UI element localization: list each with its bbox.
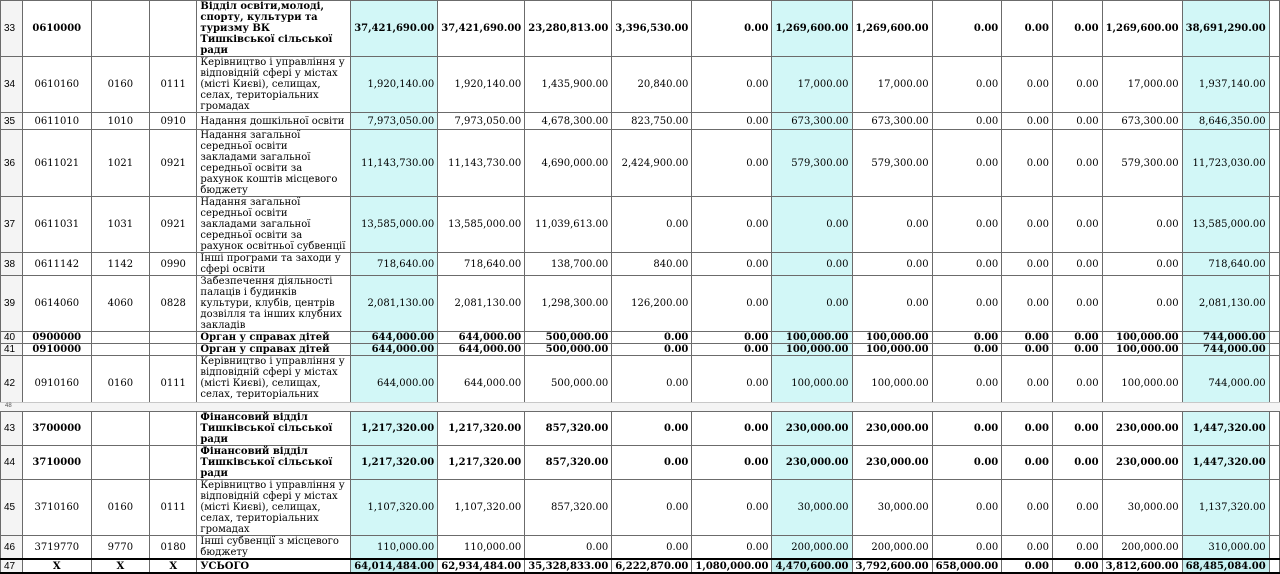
kpk-code-cell[interactable]: 0160 xyxy=(91,57,149,113)
amount-cell[interactable]: 110,000.00 xyxy=(351,536,438,560)
amount-cell[interactable]: 0.00 xyxy=(1002,197,1053,253)
trailing-cell[interactable] xyxy=(1269,253,1279,276)
kfk-code-cell[interactable]: 0828 xyxy=(150,276,197,332)
amount-cell[interactable]: 0.00 xyxy=(932,480,1002,536)
amount-cell[interactable]: 1,137,320.00 xyxy=(1182,480,1269,536)
amount-cell[interactable]: 840.00 xyxy=(612,253,692,276)
table-row xyxy=(1,197,1280,253)
amount-cell[interactable]: 0.00 xyxy=(1052,559,1102,573)
program-name-cell[interactable]: Орган у справах дітей xyxy=(197,344,351,356)
kpk-code-cell[interactable] xyxy=(91,1,149,57)
amount-cell[interactable]: 0.00 xyxy=(1052,412,1102,446)
kfk-code-cell[interactable]: 0180 xyxy=(150,536,197,560)
amount-cell[interactable]: 0.00 xyxy=(1002,559,1053,573)
amount-cell[interactable]: 658,000.00 xyxy=(932,559,1002,573)
amount-cell[interactable]: 100,000.00 xyxy=(852,344,932,356)
row-number[interactable]: 39 xyxy=(1,276,23,332)
amount-cell[interactable]: 1,217,320.00 xyxy=(351,446,438,480)
program-name-cell[interactable]: Фінансовий відділ Тишківської сільської ради xyxy=(197,412,351,446)
amount-cell[interactable]: 11,723,030.00 xyxy=(1182,130,1269,197)
amount-cell[interactable]: 0.00 xyxy=(692,344,772,356)
amount-cell[interactable]: 644,000.00 xyxy=(438,356,525,412)
trailing-cell[interactable] xyxy=(1269,197,1279,253)
kpk-code-cell[interactable] xyxy=(91,446,149,480)
kfk-code-cell[interactable]: 0111 xyxy=(150,480,197,536)
row-number[interactable]: 36 xyxy=(1,130,23,197)
program-name-cell[interactable]: Керівництво і управління у відповідній сфері у містах (місті Києві), селищах, селах, територіальних громадах xyxy=(197,57,351,113)
amount-cell[interactable]: 1,447,320.00 xyxy=(1182,412,1269,446)
program-name-cell[interactable]: Орган у справах дітей xyxy=(197,332,351,344)
amount-cell[interactable]: 0.00 xyxy=(1002,412,1053,446)
amount-cell[interactable]: 7,973,050.00 xyxy=(351,113,438,130)
kfk-code-cell[interactable] xyxy=(150,344,197,356)
program-code-cell[interactable]: 0610160 xyxy=(22,57,91,113)
amount-cell[interactable]: 744,000.00 xyxy=(1182,356,1269,412)
amount-cell[interactable]: 1,217,320.00 xyxy=(438,412,525,446)
kpk-code-cell[interactable]: 1021 xyxy=(91,130,149,197)
kpk-code-cell[interactable]: 1010 xyxy=(91,113,149,130)
program-code-cell[interactable]: 3700000 xyxy=(22,412,91,446)
amount-cell[interactable]: 0.00 xyxy=(1102,253,1182,276)
amount-cell[interactable]: 0.00 xyxy=(932,253,1002,276)
amount-cell[interactable]: 857,320.00 xyxy=(525,412,612,446)
amount-cell[interactable]: 0.00 xyxy=(692,356,772,412)
trailing-cell[interactable] xyxy=(1269,344,1279,356)
amount-cell[interactable]: 0.00 xyxy=(1102,276,1182,332)
amount-cell[interactable]: 13,585,000.00 xyxy=(351,197,438,253)
amount-cell[interactable]: 100,000.00 xyxy=(852,356,932,412)
program-code-cell[interactable]: 0910160 xyxy=(22,356,91,412)
kpk-code-cell[interactable]: X xyxy=(91,559,149,573)
program-name-cell[interactable]: Фінансовий відділ Тишківської сільської ради xyxy=(197,446,351,480)
amount-cell[interactable]: 200,000.00 xyxy=(852,536,932,560)
row-number-next: 48 xyxy=(5,403,12,409)
amount-cell[interactable]: 1,920,140.00 xyxy=(351,57,438,113)
amount-cell[interactable]: 644,000.00 xyxy=(351,344,438,356)
amount-cell[interactable]: 100,000.00 xyxy=(1102,332,1182,344)
trailing-cell[interactable] xyxy=(1269,412,1279,446)
amount-cell[interactable]: 0.00 xyxy=(1102,197,1182,253)
amount-cell[interactable]: 0.00 xyxy=(692,480,772,536)
row-number[interactable]: 35 xyxy=(1,113,23,130)
amount-cell[interactable]: 0.00 xyxy=(932,332,1002,344)
amount-cell[interactable]: 17,000.00 xyxy=(1102,57,1182,113)
kpk-code-cell[interactable]: 9770 xyxy=(91,536,149,560)
amount-cell[interactable]: 0.00 xyxy=(932,536,1002,560)
amount-cell[interactable]: 0.00 xyxy=(1052,197,1102,253)
program-name-cell[interactable]: Надання загальної середньої освіти закладами загальної середньої освіти за рахунок коштів місцевого бюджету xyxy=(197,130,351,197)
row-number[interactable]: 44 xyxy=(1,446,23,480)
amount-cell[interactable]: 4,678,300.00 xyxy=(525,113,612,130)
amount-cell[interactable]: 1,080,000.00 xyxy=(692,559,772,573)
trailing-cell[interactable] xyxy=(1269,57,1279,113)
program-code-cell[interactable]: 3710000 xyxy=(22,446,91,480)
trailing-cell[interactable] xyxy=(1269,536,1279,560)
kfk-code-cell[interactable]: 0111 xyxy=(150,57,197,113)
amount-cell[interactable]: 0.00 xyxy=(932,130,1002,197)
program-code-cell[interactable]: X xyxy=(22,559,91,573)
kfk-code-cell[interactable]: 0910 xyxy=(150,113,197,130)
amount-cell[interactable]: 1,298,300.00 xyxy=(525,276,612,332)
amount-cell[interactable]: 37,421,690.00 xyxy=(438,1,525,57)
table-row xyxy=(1,559,1280,573)
kfk-code-cell[interactable]: X xyxy=(150,559,197,573)
amount-cell[interactable]: 230,000.00 xyxy=(852,412,932,446)
amount-cell[interactable]: 500,000.00 xyxy=(525,356,612,412)
amount-cell[interactable]: 2,081,130.00 xyxy=(438,276,525,332)
amount-cell[interactable]: 3,792,600.00 xyxy=(852,559,932,573)
trailing-cell[interactable] xyxy=(1269,113,1279,130)
amount-cell[interactable]: 17,000.00 xyxy=(852,57,932,113)
amount-cell[interactable]: 1,269,600.00 xyxy=(772,1,852,57)
amount-cell[interactable]: 0.00 xyxy=(932,446,1002,480)
kpk-code-cell[interactable]: 0160 xyxy=(91,480,149,536)
amount-cell[interactable]: 718,640.00 xyxy=(1182,253,1269,276)
amount-cell[interactable]: 0.00 xyxy=(1052,113,1102,130)
program-code-cell[interactable]: 0611021 xyxy=(22,130,91,197)
trailing-cell[interactable] xyxy=(1269,276,1279,332)
kfk-code-cell[interactable] xyxy=(150,332,197,344)
amount-cell[interactable]: 100,000.00 xyxy=(1102,356,1182,412)
amount-cell[interactable]: 13,585,000.00 xyxy=(1182,197,1269,253)
amount-cell[interactable]: 823,750.00 xyxy=(612,113,692,130)
program-code-cell[interactable]: 0611142 xyxy=(22,253,91,276)
amount-cell[interactable]: 0.00 xyxy=(692,446,772,480)
amount-cell[interactable]: 1,269,600.00 xyxy=(852,1,932,57)
amount-cell[interactable]: 0.00 xyxy=(852,253,932,276)
amount-cell[interactable]: 579,300.00 xyxy=(1102,130,1182,197)
amount-cell[interactable]: 0.00 xyxy=(932,412,1002,446)
amount-cell[interactable]: 0.00 xyxy=(1002,253,1053,276)
amount-cell[interactable]: 138,700.00 xyxy=(525,253,612,276)
amount-cell[interactable]: 0.00 xyxy=(1052,332,1102,344)
amount-cell[interactable]: 0.00 xyxy=(1002,130,1053,197)
amount-cell[interactable]: 1,107,320.00 xyxy=(351,480,438,536)
amount-cell[interactable]: 0.00 xyxy=(692,57,772,113)
amount-cell[interactable]: 126,200.00 xyxy=(612,276,692,332)
amount-cell[interactable]: 62,934,484.00 xyxy=(438,559,525,573)
amount-cell[interactable]: 100,000.00 xyxy=(772,332,852,344)
amount-cell[interactable]: 230,000.00 xyxy=(772,446,852,480)
amount-cell[interactable]: 8,646,350.00 xyxy=(1182,113,1269,130)
amount-cell[interactable]: 11,143,730.00 xyxy=(351,130,438,197)
amount-cell[interactable]: 0.00 xyxy=(852,276,932,332)
amount-cell[interactable]: 857,320.00 xyxy=(525,480,612,536)
amount-cell[interactable]: 579,300.00 xyxy=(852,130,932,197)
program-name-cell[interactable]: Керівництво і управління у відповідній сфері у містах (місті Києві), селищах, селах, територіальних xyxy=(197,356,351,412)
row-number[interactable]: 33 xyxy=(1,1,23,57)
amount-cell[interactable]: 644,000.00 xyxy=(438,344,525,356)
amount-cell[interactable]: 0.00 xyxy=(1002,276,1053,332)
amount-cell[interactable]: 0.00 xyxy=(1002,1,1053,57)
amount-cell[interactable]: 0.00 xyxy=(772,253,852,276)
amount-cell[interactable]: 0.00 xyxy=(1052,253,1102,276)
table-row xyxy=(1,130,1280,197)
table-row xyxy=(1,446,1280,480)
kfk-code-cell[interactable]: 0921 xyxy=(150,130,197,197)
amount-cell[interactable]: 200,000.00 xyxy=(772,536,852,560)
amount-cell[interactable]: 744,000.00 xyxy=(1182,332,1269,344)
table-row xyxy=(1,480,1280,536)
program-code-cell[interactable]: 0614060 xyxy=(22,276,91,332)
amount-cell[interactable]: 11,039,613.00 xyxy=(525,197,612,253)
row-number[interactable]: 37 xyxy=(1,197,23,253)
amount-cell[interactable]: 11,143,730.00 xyxy=(438,130,525,197)
program-code-cell[interactable]: 3719770 xyxy=(22,536,91,560)
amount-cell[interactable]: 0.00 xyxy=(612,536,692,560)
amount-cell[interactable]: 4,690,000.00 xyxy=(525,130,612,197)
amount-cell[interactable]: 0.00 xyxy=(692,130,772,197)
kfk-code-cell[interactable] xyxy=(150,412,197,446)
kpk-code-cell[interactable]: 0160 xyxy=(91,356,149,412)
amount-cell[interactable]: 35,328,833.00 xyxy=(525,559,612,573)
amount-cell[interactable]: 0.00 xyxy=(1002,480,1053,536)
amount-cell[interactable]: 1,217,320.00 xyxy=(351,412,438,446)
program-code-cell[interactable]: 0611031 xyxy=(22,197,91,253)
amount-cell[interactable]: 68,485,084.00 xyxy=(1182,559,1269,573)
amount-cell[interactable]: 0.00 xyxy=(932,113,1002,130)
amount-cell[interactable]: 0.00 xyxy=(525,536,612,560)
amount-cell[interactable]: 500,000.00 xyxy=(525,332,612,344)
amount-cell[interactable]: 0.00 xyxy=(612,446,692,480)
amount-cell[interactable]: 0.00 xyxy=(772,197,852,253)
amount-cell[interactable]: 0.00 xyxy=(612,356,692,412)
amount-cell[interactable]: 4,470,600.00 xyxy=(772,559,852,573)
amount-cell[interactable]: 6,222,870.00 xyxy=(612,559,692,573)
amount-cell[interactable]: 2,081,130.00 xyxy=(351,276,438,332)
row-number[interactable]: 46 xyxy=(1,536,23,560)
row-number[interactable]: 42 xyxy=(1,356,23,412)
row-number[interactable]: 41 xyxy=(1,344,23,356)
next-row-header xyxy=(0,402,1280,411)
amount-cell[interactable]: 673,300.00 xyxy=(852,113,932,130)
row-number[interactable]: 34 xyxy=(1,57,23,113)
amount-cell[interactable]: 0.00 xyxy=(1052,1,1102,57)
amount-cell[interactable]: 0.00 xyxy=(932,356,1002,412)
amount-cell[interactable]: 230,000.00 xyxy=(1102,446,1182,480)
amount-cell[interactable]: 0.00 xyxy=(612,480,692,536)
amount-cell[interactable]: 644,000.00 xyxy=(351,356,438,412)
amount-cell[interactable]: 0.00 xyxy=(1052,356,1102,412)
trailing-cell[interactable] xyxy=(1269,332,1279,344)
program-code-cell[interactable]: 0611010 xyxy=(22,113,91,130)
amount-cell[interactable]: 673,300.00 xyxy=(772,113,852,130)
amount-cell[interactable]: 2,081,130.00 xyxy=(1182,276,1269,332)
kpk-code-cell[interactable] xyxy=(91,344,149,356)
kfk-code-cell[interactable] xyxy=(150,446,197,480)
amount-cell[interactable]: 230,000.00 xyxy=(852,446,932,480)
kpk-code-cell[interactable] xyxy=(91,332,149,344)
amount-cell[interactable]: 17,000.00 xyxy=(772,57,852,113)
trailing-cell[interactable] xyxy=(1269,130,1279,197)
row-number[interactable]: 47 xyxy=(1,559,23,573)
program-name-cell[interactable]: Інші програми та заходи у сфері освіти xyxy=(197,253,351,276)
table-row xyxy=(1,276,1280,332)
amount-cell[interactable]: 579,300.00 xyxy=(772,130,852,197)
amount-cell[interactable]: 64,014,484.00 xyxy=(351,559,438,573)
amount-cell[interactable]: 110,000.00 xyxy=(438,536,525,560)
amount-cell[interactable]: 0.00 xyxy=(932,197,1002,253)
program-code-cell[interactable]: 0900000 xyxy=(22,332,91,344)
program-code-cell[interactable]: 3710160 xyxy=(22,480,91,536)
amount-cell[interactable]: 0.00 xyxy=(1052,446,1102,480)
table-row xyxy=(1,332,1280,344)
amount-cell[interactable]: 0.00 xyxy=(692,332,772,344)
amount-cell[interactable]: 1,435,900.00 xyxy=(525,57,612,113)
row-number[interactable]: 43 xyxy=(1,412,23,446)
amount-cell[interactable]: 2,424,900.00 xyxy=(612,130,692,197)
table-row xyxy=(1,536,1280,560)
amount-cell[interactable]: 0.00 xyxy=(1002,344,1053,356)
amount-cell[interactable]: 310,000.00 xyxy=(1182,536,1269,560)
amount-cell[interactable]: 644,000.00 xyxy=(351,332,438,344)
amount-cell[interactable]: 100,000.00 xyxy=(772,344,852,356)
amount-cell[interactable]: 857,320.00 xyxy=(525,446,612,480)
kpk-code-cell[interactable]: 1031 xyxy=(91,197,149,253)
amount-cell[interactable]: 744,000.00 xyxy=(1182,344,1269,356)
amount-cell[interactable]: 1,447,320.00 xyxy=(1182,446,1269,480)
amount-cell[interactable]: 644,000.00 xyxy=(438,332,525,344)
amount-cell[interactable]: 200,000.00 xyxy=(1102,536,1182,560)
amount-cell[interactable]: 500,000.00 xyxy=(525,344,612,356)
amount-cell[interactable]: 0.00 xyxy=(1002,57,1053,113)
amount-cell[interactable]: 37,421,690.00 xyxy=(351,1,438,57)
amount-cell[interactable]: 0.00 xyxy=(612,332,692,344)
amount-cell[interactable]: 0.00 xyxy=(1052,480,1102,536)
table-row xyxy=(1,253,1280,276)
kpk-code-cell[interactable]: 1142 xyxy=(91,253,149,276)
program-name-cell[interactable]: Відділ освіти,молоді, спорту, культури та туризму ВК Тишківської сільської ради xyxy=(197,1,351,57)
amount-cell[interactable]: 0.00 xyxy=(1052,276,1102,332)
amount-cell[interactable]: 0.00 xyxy=(1052,130,1102,197)
amount-cell[interactable]: 1,217,320.00 xyxy=(438,446,525,480)
amount-cell[interactable]: 23,280,813.00 xyxy=(525,1,612,57)
amount-cell[interactable]: 0.00 xyxy=(932,57,1002,113)
amount-cell[interactable]: 230,000.00 xyxy=(1102,412,1182,446)
amount-cell[interactable]: 0.00 xyxy=(772,276,852,332)
amount-cell[interactable]: 0.00 xyxy=(932,1,1002,57)
program-name-cell[interactable]: Надання загальної середньої освіти закладами загальної середньої освіти за рахунок освітньої субвенції xyxy=(197,197,351,253)
amount-cell[interactable]: 230,000.00 xyxy=(772,412,852,446)
amount-cell[interactable]: 1,920,140.00 xyxy=(438,57,525,113)
amount-cell[interactable]: 0.00 xyxy=(1002,446,1053,480)
amount-cell[interactable]: 0.00 xyxy=(692,1,772,57)
amount-cell[interactable]: 0.00 xyxy=(1002,113,1053,130)
amount-cell[interactable]: 0.00 xyxy=(612,344,692,356)
amount-cell[interactable]: 718,640.00 xyxy=(438,253,525,276)
trailing-cell[interactable] xyxy=(1269,480,1279,536)
amount-cell[interactable]: 673,300.00 xyxy=(1102,113,1182,130)
amount-cell[interactable]: 30,000.00 xyxy=(1102,480,1182,536)
program-name-cell[interactable]: УСЬОГО xyxy=(197,559,351,573)
program-code-cell[interactable]: 0610000 xyxy=(22,1,91,57)
table-row xyxy=(1,412,1280,446)
amount-cell[interactable]: 0.00 xyxy=(692,253,772,276)
amount-cell[interactable]: 1,107,320.00 xyxy=(438,480,525,536)
amount-cell[interactable]: 38,691,290.00 xyxy=(1182,1,1269,57)
table-row xyxy=(1,113,1280,130)
trailing-cell[interactable] xyxy=(1269,1,1279,57)
program-name-cell[interactable]: Надання дошкільної освіти xyxy=(197,113,351,130)
program-name-cell[interactable]: Інші субвенції з місцевого бюджету xyxy=(197,536,351,560)
amount-cell[interactable]: 20,840.00 xyxy=(612,57,692,113)
table-row xyxy=(1,344,1280,356)
amount-cell[interactable]: 30,000.00 xyxy=(772,480,852,536)
kpk-code-cell[interactable] xyxy=(91,412,149,446)
row-number[interactable]: 40 xyxy=(1,332,23,344)
amount-cell[interactable]: 0.00 xyxy=(1002,536,1053,560)
amount-cell[interactable]: 3,812,600.00 xyxy=(1102,559,1182,573)
amount-cell[interactable]: 3,396,530.00 xyxy=(612,1,692,57)
amount-cell[interactable]: 0.00 xyxy=(932,344,1002,356)
amount-cell[interactable]: 30,000.00 xyxy=(852,480,932,536)
amount-cell[interactable]: 100,000.00 xyxy=(1102,344,1182,356)
amount-cell[interactable]: 7,973,050.00 xyxy=(438,113,525,130)
amount-cell[interactable]: 100,000.00 xyxy=(852,332,932,344)
program-code-cell[interactable]: 0910000 xyxy=(22,344,91,356)
amount-cell[interactable]: 1,937,140.00 xyxy=(1182,57,1269,113)
kfk-code-cell[interactable]: 0111 xyxy=(150,356,197,412)
amount-cell[interactable]: 100,000.00 xyxy=(772,356,852,412)
amount-cell[interactable]: 0.00 xyxy=(1002,356,1053,412)
amount-cell[interactable]: 0.00 xyxy=(932,276,1002,332)
table-row xyxy=(1,57,1280,113)
program-name-cell[interactable]: Керівництво і управління у відповідній сфері у містах (місті Києві), селищах, селах, територіальних громадах xyxy=(197,480,351,536)
amount-cell[interactable]: 0.00 xyxy=(692,412,772,446)
amount-cell[interactable]: 0.00 xyxy=(612,197,692,253)
table-row xyxy=(1,1,1280,57)
kfk-code-cell[interactable]: 0990 xyxy=(150,253,197,276)
amount-cell[interactable]: 0.00 xyxy=(692,197,772,253)
amount-cell[interactable]: 0.00 xyxy=(1002,332,1053,344)
amount-cell[interactable]: 0.00 xyxy=(1052,57,1102,113)
row-number[interactable]: 45 xyxy=(1,480,23,536)
amount-cell[interactable]: 0.00 xyxy=(1052,344,1102,356)
amount-cell[interactable]: 0.00 xyxy=(1052,536,1102,560)
amount-cell[interactable]: 718,640.00 xyxy=(351,253,438,276)
amount-cell[interactable]: 0.00 xyxy=(852,197,932,253)
trailing-cell[interactable] xyxy=(1269,446,1279,480)
amount-cell[interactable]: 13,585,000.00 xyxy=(438,197,525,253)
kpk-code-cell[interactable]: 4060 xyxy=(91,276,149,332)
amount-cell[interactable]: 1,269,600.00 xyxy=(1102,1,1182,57)
amount-cell[interactable]: 0.00 xyxy=(692,536,772,560)
amount-cell[interactable]: 0.00 xyxy=(612,412,692,446)
amount-cell[interactable]: 0.00 xyxy=(692,113,772,130)
kfk-code-cell[interactable] xyxy=(150,1,197,57)
kfk-code-cell[interactable]: 0921 xyxy=(150,197,197,253)
row-number[interactable]: 38 xyxy=(1,253,23,276)
program-name-cell[interactable]: Забезпечення діяльності палаців і будинків культури, клубів, центрів дозвілля та інших клубних закладів xyxy=(197,276,351,332)
amount-cell[interactable]: 0.00 xyxy=(692,276,772,332)
trailing-cell[interactable] xyxy=(1269,559,1279,573)
